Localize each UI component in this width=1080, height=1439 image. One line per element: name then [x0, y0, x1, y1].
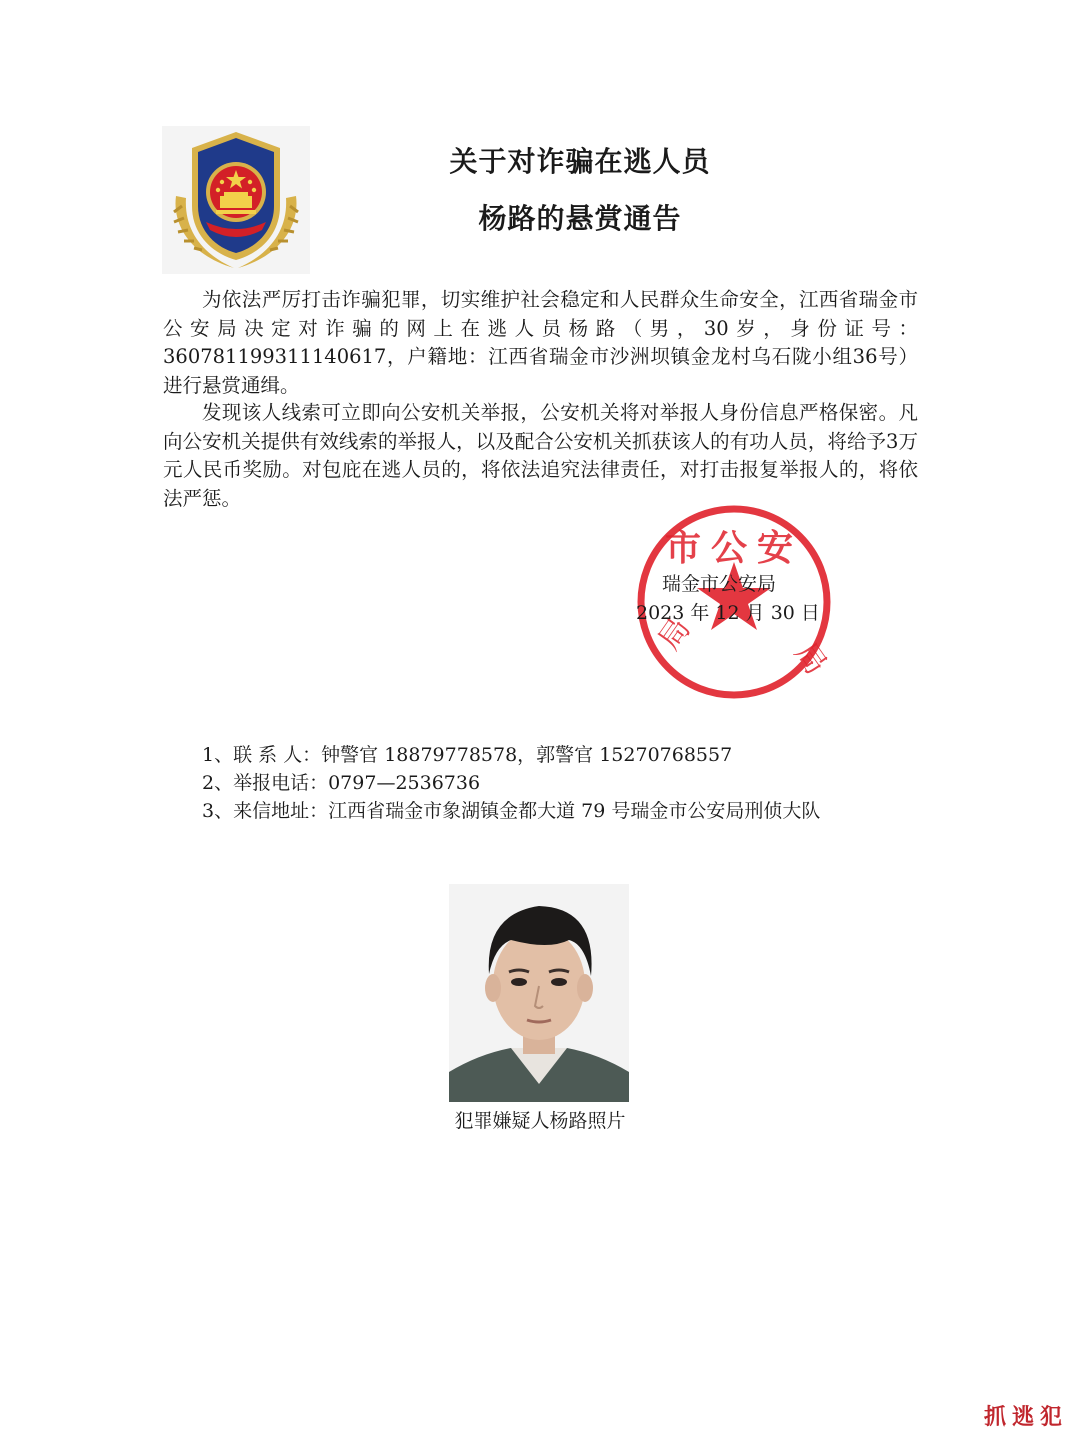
signature-date: 2023 年 12 月 30 日	[636, 602, 820, 624]
notice-paragraph-2: 发现该人线索可立即向公安机关举报，公安机关将对举报人身份信息严格保密。凡向公安机关提供有效线索的举报人，以及配合公安机关抓获该人的有功人员，将给予3万元人民币奖励。对包庇在逃人员的，将依法追究法律责任，对打击报复举报人的，将依法严惩。	[163, 401, 918, 510]
signature-organization: 瑞金市公安局	[662, 573, 777, 595]
svg-text:市公安: 市公安	[664, 527, 804, 569]
notice-paragraph-1: 为依法严厉打击诈骗犯罪，切实维护社会稳定和人民群众生命安全，江西省瑞金市公安局决定对诈骗的网上在逃人员杨路（男，30岁，身份证号：360781199311140617，户籍地：江西省瑞金市沙洲坝镇金龙村乌石陇小组36号）进行悬赏通缉。	[163, 288, 918, 397]
svg-text:局: 局	[651, 611, 698, 657]
corner-watermark-text: 抓逃犯	[983, 1404, 1068, 1430]
photo-caption: 犯罪嫌疑人杨路照片	[454, 1110, 626, 1132]
notice-title-line1: 关于对诈骗在逃人员	[449, 145, 711, 178]
contact-person-line: 1、联 系 人：钟警官 18879778578，郭警官 15270768557	[202, 744, 733, 766]
police-emblem-icon	[162, 126, 310, 274]
svg-text:局: 局	[787, 636, 834, 682]
mailing-address-line: 3、来信地址：江西省瑞金市象湖镇金都大道 79 号瑞金市公安局刑侦大队	[202, 800, 821, 822]
notice-title-line2: 杨路的悬赏通告	[478, 202, 682, 235]
report-phone-line: 2、举报电话：0797—2536736	[202, 772, 481, 794]
suspect-photo	[449, 884, 629, 1102]
